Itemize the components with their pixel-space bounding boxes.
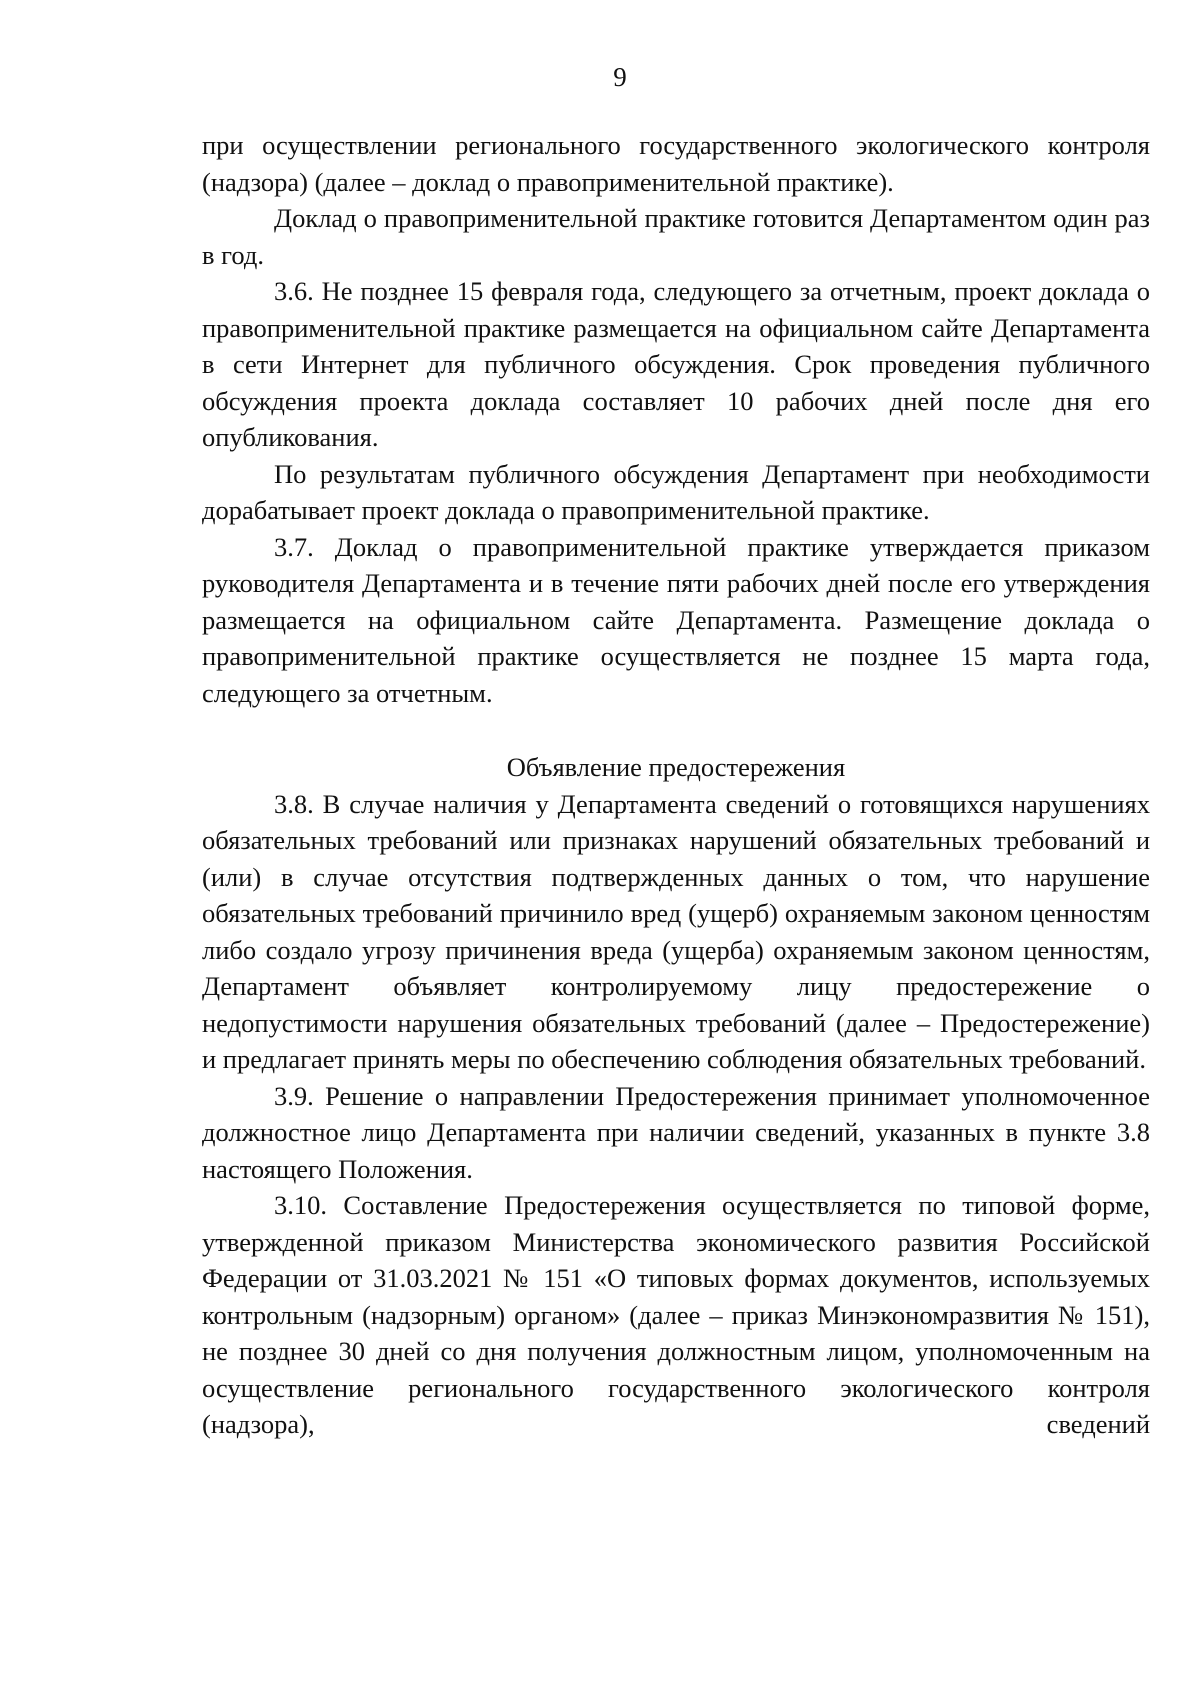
paragraph-3-6: 3.6. Не позднее 15 февраля года, следующего за отчетным, проект доклада о правоприменительной практике размещается на официальном сайте Департамента в сети Интернет для публичного обсуждения. Срок проведения публичного обсуждения проекта доклада составляет 10 рабочих дней после дня его опубликования. [202, 276, 1150, 452]
document-body [202, 127, 1150, 1443]
section-heading: Объявление предостережения [506, 752, 846, 782]
paragraph-continuation: при осуществлении регионального государственного экологического контроля (надзора) (далее – доклад о правоприменительной практике). [202, 130, 1150, 197]
paragraph-report-frequency: Доклад о правоприменительной практике готовится Департаментом один раз в год. [202, 203, 1150, 270]
paragraph-3-7: 3.7. Доклад о правоприменительной практике утверждается приказом руководителя Департамента и в течение пяти рабочих дней после его утверждения размещается на официальном сайте Департамента. Размещение доклада о правоприменительной практике осуществляется не позднее 15 марта года, следующего за отчетным. [202, 531, 1150, 708]
page-number: 9 [613, 62, 627, 92]
paragraph-discussion-results: По результатам публичного обсуждения Департамент при необходимости дорабатывает проект доклада о правоприменительной практике. [202, 458, 1150, 525]
paragraph-3-9: 3.9. Решение о направлении Предостережения принимает уполномоченное должностное лицо Департамента при наличии сведений, указанных в пункте 3.8 настоящего Положения. [202, 1080, 1150, 1184]
paragraph-3-10: 3.10. Составление Предостережения осуществляется по типовой форме, утвержденной приказом Министерства экономического развития Российской Федерации от 31.03.2021 № 151 «О типовых формах документов, используемых контрольным (надзорным) органом» (далее – приказ Минэкономразвития № 151), не позднее 30 дней со дня получения должностным лицом, уполномоченным на осуществление регионального государственного экологического контроля (надзора), сведений [202, 1190, 1150, 1439]
paragraph-3-8: 3.8. В случае наличия у Департамента сведений о готовящихся нарушениях обязательных требований или признаках нарушений обязательных требований и (или) в случае отсутствия подтвержденных данных о том, что нарушение обязательных требований причинило вред (ущерб) охраняемым законом ценностям либо создало угрозу причинения вреда (ущерба) охраняемым законом ценностям, Департамент объявляет контролируемому лицу предостережение о недопустимости нарушения обязательных требований (далее – Предостережение) и предлагает принять меры по обеспечению соблюдения обязательных требований. [202, 788, 1150, 1074]
